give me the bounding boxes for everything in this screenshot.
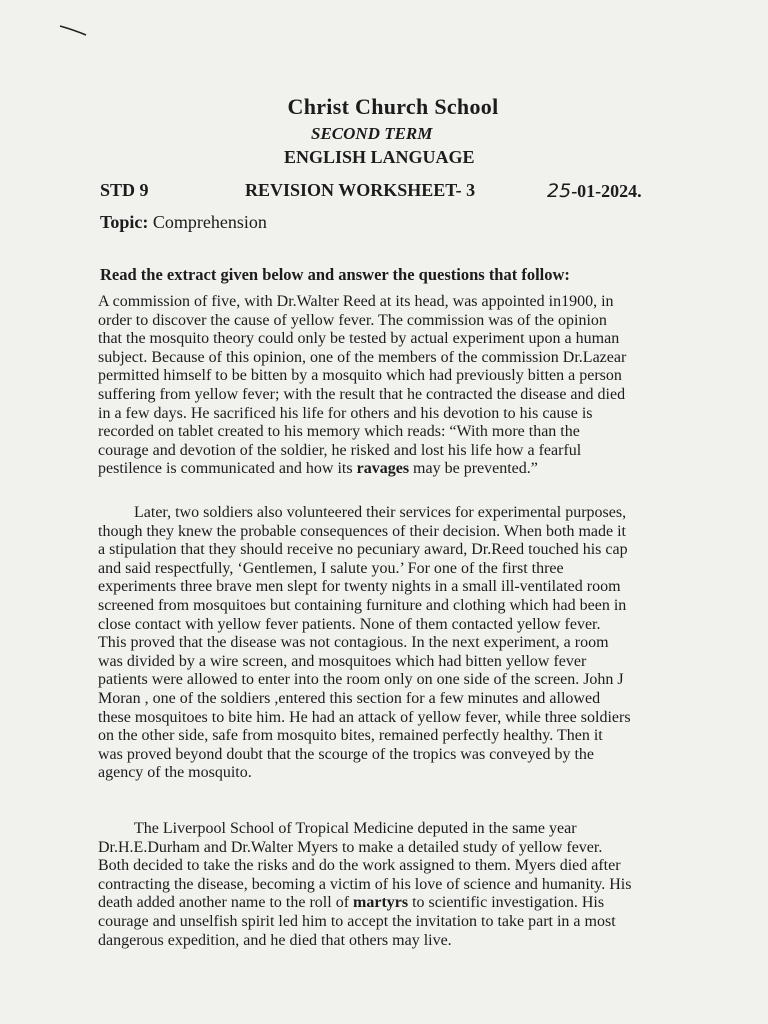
paragraph-line bbox=[98, 894, 702, 913]
paragraph-line: these mosquitoes to bite him. He had an attack of yellow fever, while three soldiers bbox=[98, 708, 631, 726]
paragraph-line: subject. Because of this opinion, one of the members of the commission Dr.Lazear bbox=[98, 348, 627, 366]
paragraph-line: screened from mosquitoes but containing furniture and clothing which had been in bbox=[98, 596, 627, 614]
topic-line bbox=[100, 212, 267, 233]
text-fragment: pestilence is communicated and how its bbox=[98, 460, 357, 478]
term-label: SECOND TERM bbox=[311, 124, 433, 143]
paragraph-line: agency of the mosquito. bbox=[98, 764, 252, 782]
pen-stroke-mark bbox=[58, 22, 90, 38]
paragraph-line: and said respectfully, ‘Gentlemen, I salute you.’ For one of the first three bbox=[98, 559, 564, 577]
paragraph-1 bbox=[98, 293, 702, 479]
paragraph-line: dangerous expedition, and he died that others may live. bbox=[98, 931, 452, 949]
topic-value: Comprehension bbox=[148, 212, 267, 232]
paragraph-line: patients were allowed to enter into the room only on one side of the screen. John J bbox=[98, 671, 624, 689]
text-fragment: may be prevented.” bbox=[409, 460, 538, 478]
paragraph-line: courage and devotion of the soldier, he risked and lost his life how a fearful bbox=[98, 441, 582, 459]
date-rest: -01-2024. bbox=[571, 181, 642, 201]
paragraph-line: permitted himself to be bitten by a mosquito which had previously bitten a person bbox=[98, 367, 622, 385]
worksheet-info-row bbox=[100, 180, 708, 206]
paragraph-line: a stipulation that they should receive no pecuniary award, Dr.Reed touched his cap bbox=[98, 541, 628, 559]
topic-label: Topic: bbox=[100, 212, 149, 232]
paragraph-line: was proved beyond doubt that the scourge of the tropics was conveyed by the bbox=[98, 745, 595, 763]
paragraph-line: Later, two soldiers also volunteered their services for experimental purposes, bbox=[134, 504, 627, 521]
paragraph-line: Moran , one of the soldiers ,entered this section for a few minutes and allowed bbox=[98, 689, 601, 707]
worksheet-title: REVISION WORKSHEET- 3 bbox=[245, 180, 476, 200]
subject-title: ENGLISH LANGUAGE bbox=[284, 147, 475, 167]
handwritten-day: 25 bbox=[547, 180, 572, 202]
keyword-martyrs: martyrs bbox=[353, 894, 409, 912]
paragraph-line: recorded on tablet created to his memory which reads: “With more than the bbox=[98, 423, 580, 441]
paragraph-line: Dr.H.E.Durham and Dr.Walter Myers to make a detailed study of yellow fever. bbox=[98, 838, 603, 856]
paragraph-line: order to discover the cause of yellow fever. The commission was of the opinion bbox=[98, 311, 607, 329]
keyword-ravages: ravages bbox=[356, 460, 410, 478]
worksheet-date bbox=[547, 180, 642, 202]
paragraph-line: Both decided to take the risks and do the work assigned to them. Myers died after bbox=[98, 857, 621, 875]
paragraph-line: was divided by a wire screen, and mosquitoes which had bitten yellow fever bbox=[98, 652, 587, 670]
paragraph-line: that the mosquito theory could only be tested by actual experiment upon a human bbox=[98, 330, 620, 348]
paragraph-line: suffering from yellow fever; with the result that he contracted the disease and died bbox=[98, 385, 626, 403]
school-name: Christ Church School bbox=[287, 94, 499, 119]
paragraph-line: A commission of five, with Dr.Walter Reed at its head, was appointed in1900, in bbox=[98, 293, 614, 310]
paragraph-line: close contact with yellow fever patients. None of them contacted yellow fever. bbox=[98, 615, 601, 633]
instruction: Read the extract given below and answer the questions that follow: bbox=[100, 265, 570, 284]
standard-label: STD 9 bbox=[100, 180, 149, 200]
paragraph-line: in a few days. He sacrificed his life for others and his devotion to his cause is bbox=[98, 404, 593, 422]
paragraph-line: This proved that the disease was not contagious. In the next experiment, a room bbox=[98, 634, 609, 652]
text-fragment: death added another name to the roll of bbox=[98, 894, 354, 912]
paragraph-line: on the other side, safe from mosquito bites, remained perfectly healthy. Then it bbox=[98, 727, 603, 745]
paragraph-2 bbox=[98, 504, 702, 783]
paragraph-line-last bbox=[98, 460, 702, 479]
paragraph-line: courage and unselfish spirit led him to accept the invitation to take part in a most bbox=[98, 912, 616, 930]
paragraph-line: The Liverpool School of Tropical Medicine deputed in the same year bbox=[134, 820, 577, 837]
paragraph-line: contracting the disease, becoming a victim of his love of science and humanity. His bbox=[98, 875, 632, 893]
paragraph-line: experiments three brave men slept for twenty nights in a small ill-ventilated room bbox=[98, 578, 621, 596]
paragraph-line: though they knew the probable consequences of their decision. When both made it bbox=[98, 522, 626, 540]
paragraph-3 bbox=[98, 820, 702, 950]
text-fragment: to scientific investigation. His bbox=[408, 894, 605, 912]
